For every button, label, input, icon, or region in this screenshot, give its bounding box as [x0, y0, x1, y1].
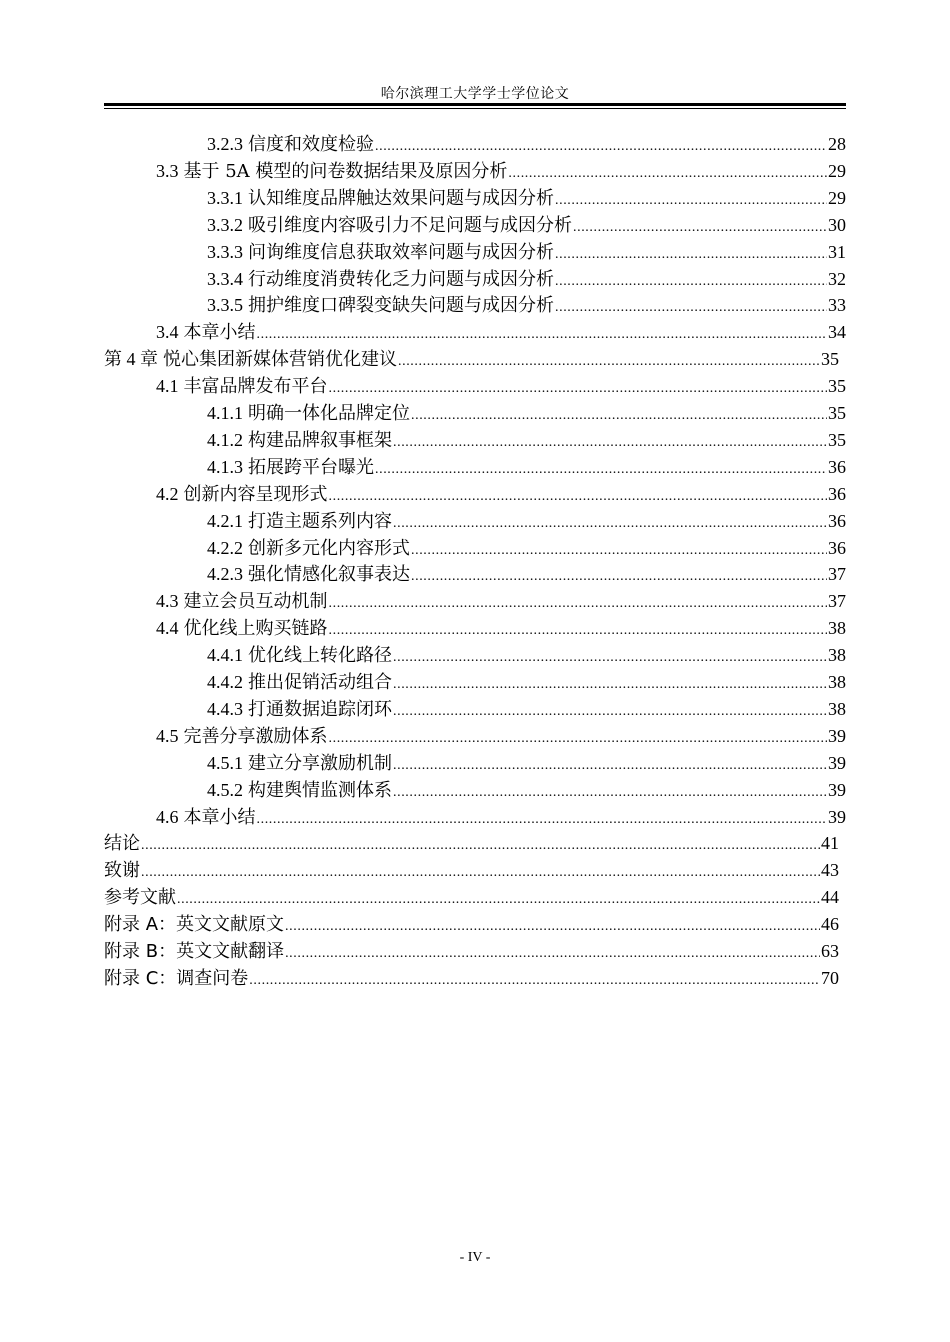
toc-dot-leader — [411, 537, 827, 564]
toc-entry-number: 4.2.2 — [207, 537, 243, 558]
toc-entry-title: 优化线上转化路径 — [248, 645, 392, 667]
toc-entry-page: 35 — [821, 349, 839, 370]
toc-entry-title: 创新多元化内容形式 — [248, 537, 410, 559]
toc-dot-leader — [329, 375, 828, 402]
toc-entry[interactable] — [207, 669, 846, 696]
toc-dot-leader — [285, 940, 820, 967]
toc-entry-number: 3.3 — [156, 160, 179, 181]
toc-dot-leader — [257, 806, 828, 833]
toc-entry-title: 参考文献 — [104, 887, 176, 909]
toc-entry[interactable] — [207, 131, 846, 158]
toc-entry-page: 38 — [828, 698, 846, 719]
toc-entry[interactable] — [207, 696, 846, 723]
toc-entry-page: 38 — [828, 645, 846, 666]
toc-dot-leader — [555, 268, 827, 295]
toc-entry[interactable] — [207, 777, 846, 804]
toc-entry-number: 4.4.1 — [207, 645, 243, 666]
toc-entry-page: 36 — [828, 510, 846, 531]
toc-entry-page: 39 — [828, 725, 846, 746]
toc-entry-number: 4.1 — [156, 376, 179, 397]
toc-entry-title: 基于 5A 模型的问卷数据结果及原因分析 — [183, 160, 508, 182]
toc-entry-number: 4.4.3 — [207, 698, 243, 719]
toc-entry-page: 43 — [821, 860, 839, 881]
toc-entry-page: 35 — [828, 429, 846, 450]
toc-entry-title: 构建品牌叙事框架 — [248, 429, 392, 451]
toc-dot-leader — [573, 214, 827, 241]
toc-entry-title: 行动维度消费转化乏力问题与成因分析 — [248, 268, 554, 290]
toc-entry-number: 3.3.5 — [207, 295, 243, 316]
toc-entry-page: 44 — [821, 887, 839, 908]
toc-entry-title: 构建舆情监测体系 — [248, 779, 392, 801]
toc-entry-page: 29 — [828, 187, 846, 208]
toc-entry[interactable] — [207, 212, 846, 239]
toc-entry-number: 4.6 — [156, 806, 179, 827]
toc-dot-leader — [555, 241, 827, 268]
toc-entry-page: 32 — [828, 268, 846, 289]
toc-dot-leader — [555, 294, 827, 321]
toc-dot-leader — [257, 321, 828, 348]
toc-entry-number: 4.2.1 — [207, 510, 243, 531]
toc-entry[interactable] — [156, 373, 846, 400]
toc-entry-page: 29 — [828, 160, 846, 181]
toc-entry-number: 4.1.3 — [207, 456, 243, 477]
toc-entry-number: 4.4.2 — [207, 672, 243, 692]
toc-entry-title: 结论 — [104, 833, 140, 855]
toc-dot-leader — [411, 402, 827, 429]
toc-entry[interactable] — [207, 427, 846, 454]
toc-dot-leader — [393, 698, 827, 725]
toc-entry-title: 悦心集团新媒体营销优化建议 — [163, 349, 397, 371]
toc-dot-leader — [285, 913, 820, 940]
toc-entry[interactable] — [207, 750, 846, 777]
toc-entry-title: 打通数据追踪闭环 — [248, 698, 392, 720]
toc-entry-title: 优化线上购买链路 — [183, 618, 328, 640]
toc-dot-leader — [375, 456, 827, 483]
toc-entry[interactable] — [104, 346, 839, 373]
toc-dot-leader — [393, 779, 827, 806]
toc-dot-leader — [393, 671, 827, 698]
toc-entry-page: 36 — [828, 456, 846, 477]
toc-entry-title: 问询维度信息获取效率问题与成因分析 — [248, 241, 554, 263]
toc-entry-title: 附录 C：调查问卷 — [104, 967, 249, 989]
toc-entry-title: 吸引维度内容吸引力不足问题与成因分析 — [248, 214, 572, 236]
toc-dot-leader — [555, 187, 827, 214]
toc-entry-title: 本章小结 — [183, 806, 256, 828]
toc-entry-title: 建立分享激励机制 — [248, 752, 392, 774]
toc-dot-leader — [398, 348, 820, 375]
toc-dot-leader — [329, 483, 828, 510]
toc-entry-page: 63 — [821, 941, 839, 961]
toc-entry-page: 35 — [828, 403, 846, 423]
toc-dot-leader — [249, 967, 820, 994]
toc-entry-title: 拓展跨平台曝光 — [248, 456, 374, 478]
toc-entry[interactable] — [156, 158, 846, 185]
toc-dot-leader — [329, 725, 828, 752]
toc-entry-page: 31 — [828, 241, 846, 262]
toc-entry[interactable] — [104, 911, 839, 938]
toc-dot-leader — [375, 133, 827, 160]
toc-entry[interactable] — [156, 615, 846, 642]
toc-dot-leader — [393, 644, 827, 671]
toc-entry-page: 39 — [828, 806, 846, 827]
toc-entry[interactable] — [156, 804, 846, 831]
toc-entry[interactable] — [104, 830, 839, 857]
toc-entry[interactable] — [207, 239, 846, 266]
toc-entry[interactable] — [207, 400, 846, 427]
toc-entry-page: 46 — [821, 914, 839, 935]
header-rule-thick — [104, 103, 846, 106]
toc-entry-number: 3.4 — [156, 322, 179, 343]
toc-dot-leader — [329, 617, 828, 644]
toc-entry-page: 37 — [828, 591, 846, 612]
toc-entry-number: 3.2.3 — [207, 134, 243, 154]
header-rule-thin — [104, 108, 846, 109]
toc-entry-title: 创新内容呈现形式 — [183, 483, 328, 505]
toc-entry-title: 认知维度品牌触达效果问题与成因分析 — [248, 187, 554, 209]
toc-entry-title: 附录 A：英文文献原文 — [104, 914, 285, 936]
toc-entry[interactable] — [156, 481, 846, 508]
toc-dot-leader — [329, 590, 828, 617]
toc-entry-page: 37 — [828, 564, 846, 585]
toc-entry-number: 4.5.2 — [207, 779, 243, 800]
toc-entry-title: 打造主题系列内容 — [248, 510, 392, 532]
toc-dot-leader — [141, 832, 820, 859]
toc-entry-number: 4.5 — [156, 725, 179, 746]
toc-entry-number: 3.3.1 — [207, 187, 243, 208]
toc-entry-number: 第 4 章 — [104, 349, 158, 370]
toc-entry[interactable] — [156, 319, 846, 346]
toc-entry-page: 28 — [828, 134, 846, 154]
toc-entry[interactable] — [207, 185, 846, 212]
toc-dot-leader — [141, 859, 820, 886]
toc-entry[interactable] — [207, 642, 846, 669]
toc-entry-number: 3.3.3 — [207, 241, 243, 262]
toc-dot-leader — [411, 563, 827, 590]
toc-entry-number: 3.3.4 — [207, 268, 243, 289]
toc-entry[interactable] — [104, 965, 839, 992]
toc-entry-title: 建立会员互动机制 — [183, 591, 328, 613]
toc-entry[interactable] — [207, 292, 846, 319]
toc-entry-page: 35 — [828, 376, 846, 397]
toc-dot-leader — [393, 510, 827, 537]
toc-entry-number: 4.2.3 — [207, 564, 243, 585]
toc-entry-title: 拥护维度口碑裂变缺失问题与成因分析 — [248, 295, 554, 317]
toc-dot-leader — [393, 429, 827, 456]
toc-entry-title: 明确一体化品牌定位 — [248, 403, 410, 424]
footer-page-number: - IV - — [459, 1250, 491, 1265]
toc-entry-title: 信度和效度检验 — [248, 134, 374, 155]
toc-entry-page: 30 — [828, 214, 846, 235]
toc-entry-title: 附录 B：英文文献翻译 — [104, 941, 285, 962]
toc-entry[interactable] — [104, 938, 839, 965]
toc-entry-number: 4.1.2 — [207, 429, 243, 450]
toc-entry[interactable] — [207, 454, 846, 481]
toc-entry-page: 36 — [828, 483, 846, 504]
toc-entry-page: 39 — [828, 752, 846, 773]
toc-dot-leader — [508, 160, 827, 187]
toc-entry-page: 41 — [821, 833, 839, 854]
toc-entry-page: 38 — [828, 618, 846, 639]
toc-entry[interactable] — [207, 535, 846, 562]
toc-entry-page: 34 — [828, 322, 846, 343]
toc-entry[interactable] — [207, 508, 846, 535]
toc-entry-title: 推出促销活动组合 — [248, 672, 392, 693]
toc-entry-page: 39 — [828, 779, 846, 800]
toc-entry[interactable] — [156, 723, 846, 750]
toc-entry-page: 70 — [821, 967, 839, 988]
toc-entry-page: 33 — [828, 295, 846, 316]
toc-entry-title: 致谢 — [104, 860, 140, 882]
toc-entry[interactable] — [104, 884, 839, 911]
toc-entry[interactable] — [207, 561, 846, 588]
toc-entry-number: 4.1.1 — [207, 403, 243, 423]
toc-entry-title: 丰富品牌发布平台 — [183, 376, 328, 398]
toc-entry-title: 完善分享激励体系 — [183, 725, 328, 747]
toc-entry-page: 38 — [828, 672, 846, 692]
toc-entry-number: 3.3.2 — [207, 214, 243, 235]
toc-entry-page: 36 — [828, 537, 846, 558]
toc-entry[interactable] — [207, 266, 846, 293]
toc-entry-number: 4.2 — [156, 483, 179, 504]
toc-dot-leader — [177, 886, 820, 913]
toc-entry-title: 强化情感化叙事表达 — [248, 564, 410, 586]
toc-dot-leader — [393, 752, 827, 779]
toc-entry-number: 4.4 — [156, 618, 179, 639]
toc-entry-number: 4.3 — [156, 591, 179, 612]
toc-entry-number: 4.5.1 — [207, 752, 243, 773]
running-header-title: 哈尔滨理工大学学士学位论文 — [380, 86, 570, 102]
toc-entry-title: 本章小结 — [183, 322, 256, 344]
toc-entry[interactable] — [104, 857, 839, 884]
toc-entry[interactable] — [156, 588, 846, 615]
